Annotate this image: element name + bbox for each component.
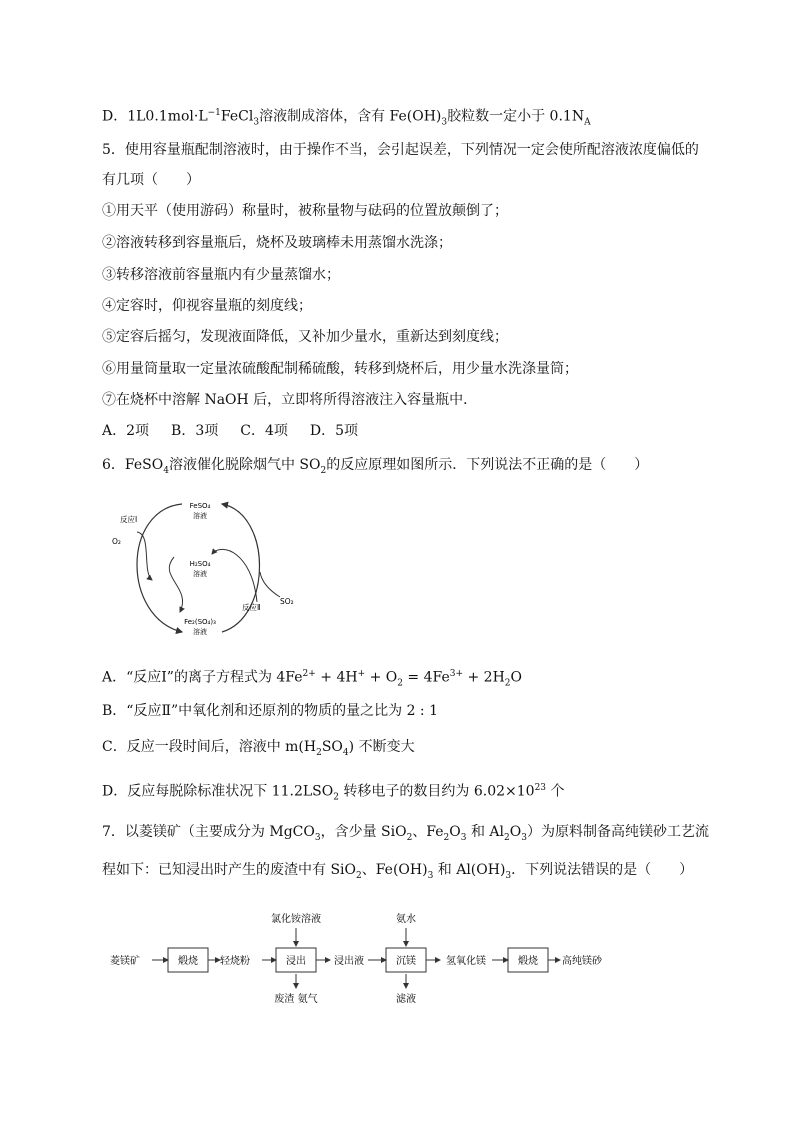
q5-option-c[interactable]: C．4项 bbox=[240, 423, 288, 439]
label-reaction-1: 反应Ⅰ bbox=[120, 515, 138, 524]
flow-output-filtrate: 滤液 bbox=[396, 994, 416, 1005]
label-so2: SO₂ bbox=[280, 597, 294, 606]
q5-item-2: ②溶液转移到容量瓶后，烧杯及玻璃棒未用蒸馏水洗涤； bbox=[102, 235, 452, 251]
flow-box3-label: 沉镁 bbox=[396, 956, 416, 967]
node-fe2so43: Fe₂(SO₄)₃ bbox=[184, 618, 216, 626]
q5-option-d[interactable]: D．5项 bbox=[309, 423, 358, 439]
q5-item-3: ③转移溶液前容量瓶内有少量蒸馏水； bbox=[102, 267, 340, 283]
q6-option-d[interactable]: D．反应每脱除标准状况下 $11.2LSO_2$ 转移电子的数目约为 $6.02\times 10^{23}$ 个 bbox=[102, 783, 565, 803]
flow-box1-label: 煅烧 bbox=[178, 956, 198, 967]
q6-stem: 6．FeSO$_4$溶液催化脱除烟气中 $SO_2$的反应原理如图所示．下列说法不正确的是（ ） bbox=[102, 457, 649, 476]
flow-output-residue: 废渣 氨气 bbox=[274, 994, 318, 1005]
q5-item-5: ⑤定容后摇匀，发现液面降低，又补加少量水，重新达到刻度线； bbox=[102, 329, 508, 345]
q5-item-4: ④定容时，仰视容量瓶的刻度线； bbox=[102, 298, 312, 314]
so2-arrow bbox=[260, 572, 280, 597]
flow-input-ammonia: 氨水 bbox=[396, 914, 416, 925]
q7-process-flow bbox=[110, 900, 630, 1012]
node-fe2so43-sol: 溶液 bbox=[193, 628, 207, 636]
o2-arrow bbox=[137, 532, 152, 580]
q5-stem-line2: 有几项（ ） bbox=[102, 172, 200, 188]
inner-arrow-left bbox=[212, 549, 257, 602]
q5-item-6: ⑥用量筒量取一定量浓硫酸配制稀硫酸，转移到烧杯后，用少量水洗涤量筒； bbox=[102, 361, 578, 377]
label-o2: O₂ bbox=[112, 537, 121, 546]
node-feso4: FeSO₄ bbox=[189, 502, 211, 510]
q5-item-7: ⑦在烧杯中溶解 NaOH 后，立即将所得溶液注入容量瓶中． bbox=[102, 392, 478, 408]
flow-product: 高纯镁砂 bbox=[562, 956, 602, 967]
q7-stem-line1: 7．以菱镁矿（主要成分为 MgCO$_3$，含少量 SiO$_2$、$Fe_2O_3$ 和 $Al_2O_3$）为原料制备高纯镁砂工艺流 bbox=[102, 824, 709, 843]
q6-option-a[interactable]: A．“反应Ⅰ”的离子方程式为 $4Fe^{2+} + 4H^+ + O_2 = 4Fe^{3+} + 2H_2O$ bbox=[102, 669, 522, 689]
q5-item-1: ①用天平（使用游码）称量时，被称量物与砝码的位置放颠倒了； bbox=[102, 203, 508, 219]
cycle-arc-left bbox=[137, 504, 182, 632]
flow-raw: 菱镁矿 bbox=[110, 956, 140, 967]
flow-box4-label: 煅烧 bbox=[518, 956, 538, 967]
inner-arrow-down bbox=[169, 557, 182, 612]
q7-stem-line2: 程如下：已知浸出时产生的废渣中有 SiO$_2$、$Fe(OH)_3$ 和 $Al(OH)_3$．下列说法错误的是（ ） bbox=[102, 862, 694, 881]
q5-option-b[interactable]: B．3项 bbox=[171, 423, 219, 439]
flow-mid3: 氢氧化镁 bbox=[446, 956, 486, 967]
q5-option-a[interactable]: A．2项 bbox=[102, 423, 150, 439]
node-h2so4: H₂SO₄ bbox=[189, 560, 211, 568]
q5-stem-line1: 5．使用容量瓶配制溶液时，由于操作不当，会引起误差，下列情况一定会使所配溶液浓度偏低的 bbox=[102, 142, 699, 158]
q4-option-d: D．$1L0.1mol\cdot L^{-1}FeCl_3$溶液制成溶体，含有 $Fe(OH)_3$胶粒数一定小于 $0.1N_A$ bbox=[102, 108, 591, 128]
label-reaction-2: 反应Ⅱ bbox=[242, 603, 261, 612]
flow-mid1: 轻烧粉 bbox=[220, 956, 250, 967]
q6-option-c[interactable]: C．反应一段时间后，溶液中 $m(H_2SO_4)$ 不断变大 bbox=[102, 739, 415, 758]
q6-option-b[interactable]: B．“反应Ⅱ”中氧化剂和还原剂的物质的量之比为 2 : 1 bbox=[102, 703, 438, 719]
node-feso4-sol: 溶液 bbox=[193, 512, 207, 520]
flow-box2-label: 浸出 bbox=[286, 956, 306, 967]
q6-reaction-diagram bbox=[112, 492, 322, 642]
cycle-arc-right bbox=[222, 504, 260, 632]
node-h2so4-sol: 溶液 bbox=[193, 570, 207, 578]
flow-mid2: 浸出液 bbox=[334, 956, 364, 967]
q5-options bbox=[102, 421, 358, 441]
flow-input-nh4cl: 氯化铵溶液 bbox=[271, 914, 321, 925]
